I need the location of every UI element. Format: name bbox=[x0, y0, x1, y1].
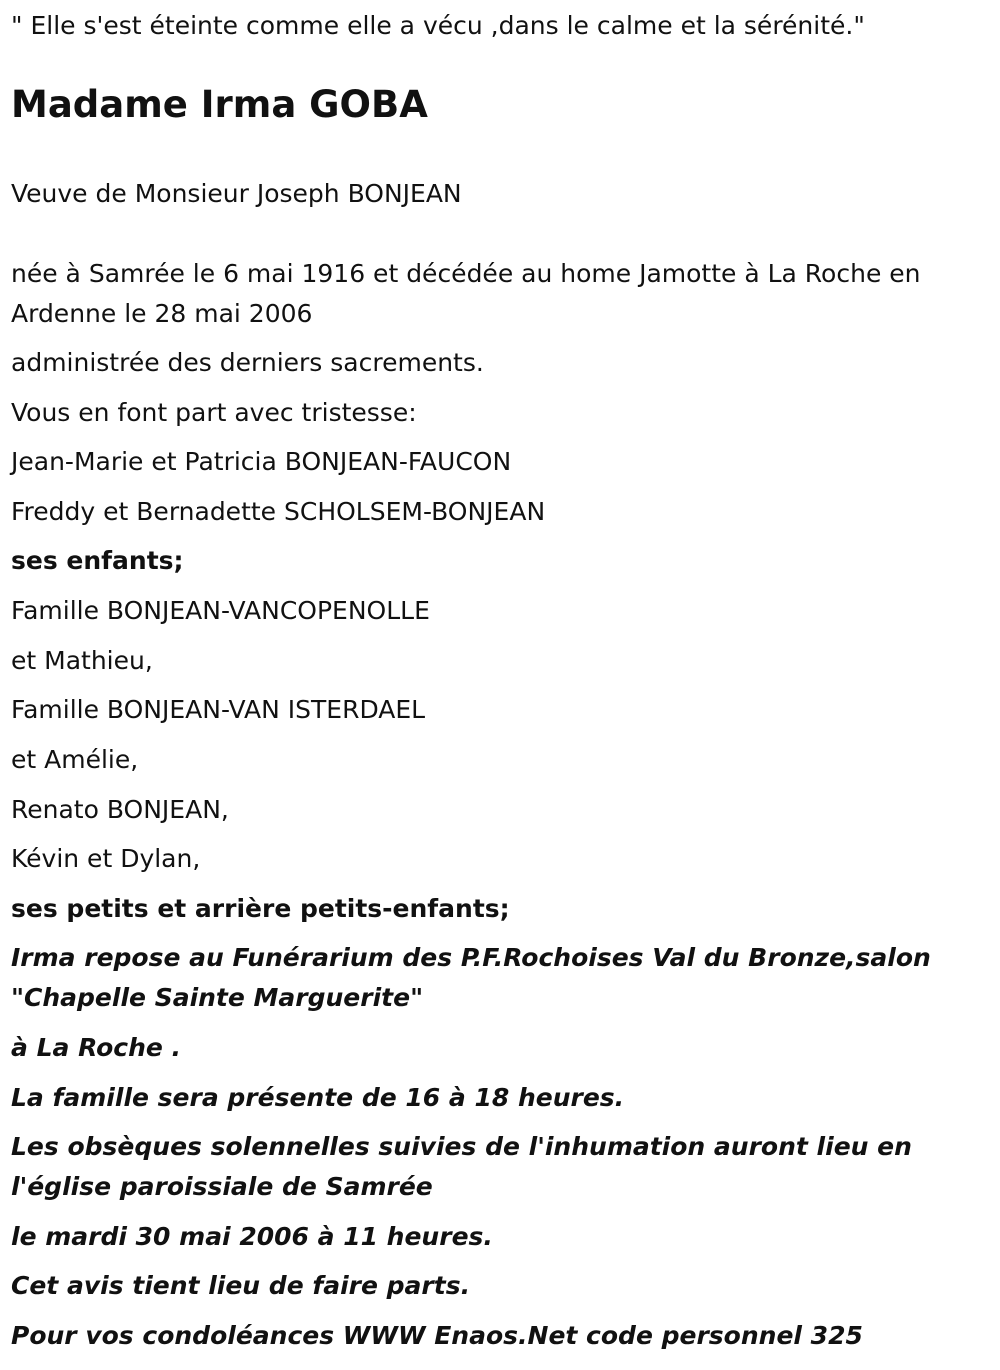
page-title: Madame Irma GOBA bbox=[11, 83, 428, 126]
funeral-date: le mardi 30 mai 2006 à 11 heures. bbox=[11, 1222, 493, 1251]
quote: " Elle s'est éteinte comme elle a vécu ,dans le calme et la sérénité." bbox=[11, 11, 865, 40]
condolences: Pour vos condoléances WWW Enaos.Net code personnel 325 bbox=[11, 1321, 863, 1350]
sacraments: administrée des derniers sacrements. bbox=[11, 348, 484, 377]
birth-death-line-2: Ardenne le 28 mai 2006 bbox=[11, 299, 313, 328]
birth-death-line-1: née à Samrée le 6 mai 1916 et décédée au home Jamotte à La Roche en bbox=[11, 259, 921, 288]
grandchildren-label: ses petits et arrière petits-enfants; bbox=[11, 894, 510, 923]
rest-line-1: Irma repose au Funérarium des P.F.Rochoises Val du Bronze,salon bbox=[11, 943, 931, 972]
grandchild-4: et Amélie, bbox=[11, 745, 139, 774]
town: à La Roche . bbox=[11, 1033, 182, 1062]
funeral-line-2: l'église paroissiale de Samrée bbox=[11, 1172, 433, 1201]
grandchild-5: Renato BONJEAN, bbox=[11, 795, 229, 824]
grandchild-1: Famille BONJEAN-VANCOPENOLLE bbox=[11, 596, 430, 625]
birth-death bbox=[11, 254, 921, 334]
grandchild-2: et Mathieu, bbox=[11, 646, 153, 675]
funeral-line-1: Les obsèques solennelles suivies de l'inhumation auront lieu en bbox=[11, 1132, 912, 1161]
rest-location bbox=[11, 938, 931, 1018]
announce: Vous en font part avec tristesse: bbox=[11, 398, 417, 427]
grandchild-6: Kévin et Dylan, bbox=[11, 844, 201, 873]
funeral-details bbox=[11, 1127, 912, 1207]
children-label: ses enfants; bbox=[11, 546, 184, 575]
child-2: Freddy et Bernadette SCHOLSEM-BONJEAN bbox=[11, 497, 546, 526]
family-presence: La famille sera présente de 16 à 18 heures. bbox=[11, 1083, 625, 1112]
child-1: Jean-Marie et Patricia BONJEAN-FAUCON bbox=[11, 447, 512, 476]
widow-of: Veuve de Monsieur Joseph BONJEAN bbox=[11, 179, 462, 208]
grandchild-3: Famille BONJEAN-VAN ISTERDAEL bbox=[11, 695, 426, 724]
rest-line-2: "Chapelle Sainte Marguerite" bbox=[11, 983, 424, 1012]
notice: Cet avis tient lieu de faire parts. bbox=[11, 1271, 471, 1300]
